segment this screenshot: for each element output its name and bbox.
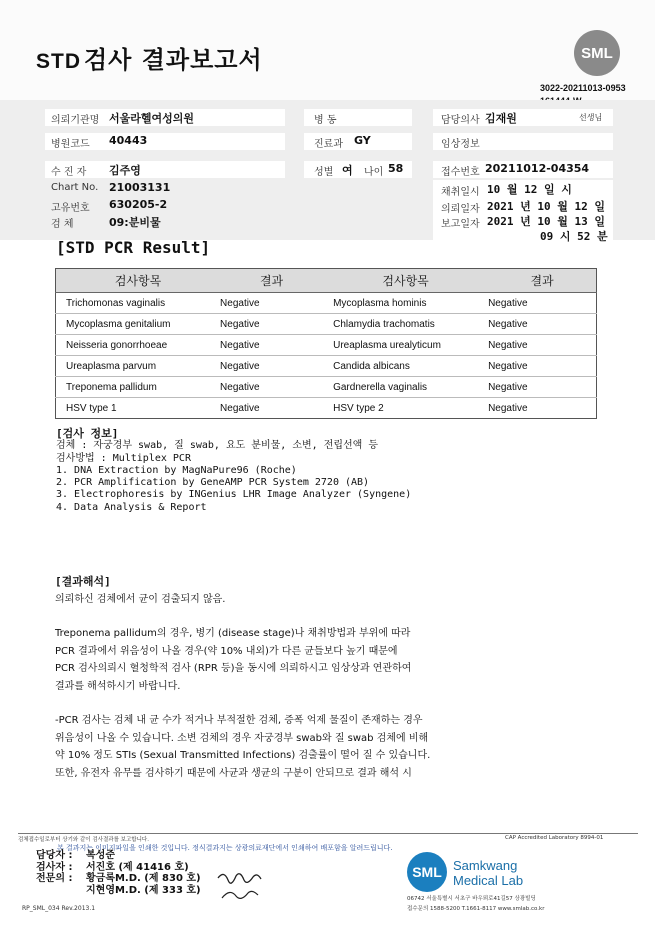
interpretation-summary: 의뢰하신 검체에서 균이 검출되지 않음. — [55, 593, 226, 605]
receipt-value: 20211012-04354 — [485, 162, 590, 175]
signature-line — [36, 873, 201, 885]
interpretation-line: Treponema pallidum의 경우, 병기 (disease stage)나 채취방법과 부위에 따라 — [55, 628, 411, 639]
sml-logo — [574, 30, 620, 76]
handwritten-signature — [212, 866, 268, 906]
page-title — [36, 40, 263, 75]
lab-address: 06742 서울특별시 서초구 바우뫼로41길57 상광빌딩 — [407, 896, 536, 902]
logo-text: SML — [581, 44, 613, 62]
test-result: Negative — [220, 356, 323, 377]
table-row — [56, 377, 597, 398]
test-name: HSV type 1 — [56, 398, 221, 419]
patient-name-value: 김주영 — [109, 164, 141, 177]
interpretation-line: -PCR 검사는 검체 내 균 수가 적거나 부적절한 검체, 증폭 억제 물질이 존재하는 경우 — [55, 715, 423, 726]
footer-divider — [18, 833, 638, 834]
signer-role: 검사자 : — [36, 861, 73, 873]
test-method-section — [56, 428, 411, 514]
chart-label: Chart No. — [51, 182, 99, 193]
lab-name-2: Medical Lab — [453, 873, 524, 888]
request-label: 의뢰일자 — [441, 204, 480, 215]
test-name: Ureaplasma urealyticum — [323, 335, 488, 356]
institution-label: 의뢰기관명 — [51, 115, 100, 126]
table-row — [56, 293, 597, 314]
table-header-row — [56, 269, 597, 293]
test-result: Negative — [488, 398, 596, 419]
test-result: Negative — [220, 335, 323, 356]
col-header-item-2: 검사항목 — [323, 269, 488, 293]
test-result: Negative — [488, 377, 596, 398]
method-line: 검사방법 : Multiplex PCR — [56, 452, 191, 464]
test-name: Gardnerella vaginalis — [323, 377, 488, 398]
clinical-field — [433, 133, 613, 150]
test-name: Trichomonas vaginalis — [56, 293, 221, 314]
doc-no-1: 3022-20211013-0953 — [540, 83, 626, 93]
signer-name: 복성준 — [86, 850, 115, 861]
test-result: Negative — [220, 293, 323, 314]
dept-value: GY — [354, 134, 371, 147]
interpretation-line: PCR 검사의뢰시 혈청학적 검사 (RPR 등)을 동시에 의뢰하시고 임상상과 연관하여 — [55, 663, 412, 674]
lab-contact: 접수문의 1588-5200 T.1661-8117 www.smlab.co.kr — [407, 906, 545, 912]
test-result: Negative — [488, 293, 596, 314]
method-line: 검체 : 자궁경부 swab, 질 swab, 요도 분비물, 소변, 전립선액 등 — [56, 440, 379, 452]
receipt-label: 접수번호 — [441, 167, 480, 178]
test-name: Candida albicans — [323, 356, 488, 377]
dates-block — [433, 180, 613, 242]
title-main: 검사 결과보고서 — [84, 46, 263, 74]
doctor-suffix: 선생님 — [579, 113, 603, 122]
age-label: 나이 — [364, 167, 384, 178]
method-heading: [검사 정보] — [56, 427, 119, 440]
test-name: Treponema pallidum — [56, 377, 221, 398]
interpretation-line: 또한, 유전자 유무를 검사하기 때문에 사균과 생균의 구분이 안되므로 결과 해석 시 — [55, 767, 412, 779]
col-header-result-2: 결과 — [488, 269, 596, 293]
col-header-item-1: 검사항목 — [56, 269, 221, 293]
test-name: Ureaplasma parvum — [56, 356, 221, 377]
signer-role: 담당자 : — [36, 850, 73, 861]
interpretation-line: 위음성이 나올 수 있습니다. 소변 검체의 경우 자궁경부 swab와 질 swab 검체에 비해 — [55, 732, 429, 744]
institution-value: 서울라헬여성의원 — [109, 112, 195, 125]
lab-logo-icon — [407, 852, 447, 892]
doctor-label: 담당의사 — [441, 115, 480, 126]
test-result: Negative — [488, 356, 596, 377]
institution-field — [45, 109, 285, 126]
test-name: Neisseria gonorrhoeae — [56, 335, 221, 356]
col-header-result-1: 결과 — [220, 269, 323, 293]
ward-field — [304, 109, 412, 126]
method-line: 2. PCR Amplification by GeneAMP PCR System 2720 (AB) — [56, 477, 370, 489]
specimen-label: 검 체 — [51, 219, 74, 230]
specimen-value: 09:분비물 — [109, 216, 161, 229]
test-name: Mycoplasma hominis — [323, 293, 488, 314]
dept-field — [304, 133, 412, 150]
unique-label: 고유번호 — [51, 203, 90, 214]
title-prefix: STD — [36, 50, 81, 73]
doctor-value: 김재원 — [485, 112, 517, 125]
method-line: 1. DNA Extraction by MagNaPure96 (Roche) — [56, 464, 297, 476]
signature-line — [36, 850, 201, 862]
results-table — [55, 268, 597, 419]
report-label: 보고일자 — [441, 219, 480, 230]
report-time: 09 시 52 분 — [540, 230, 608, 243]
signer-name: 지현영M.D. (제 333 호) — [86, 884, 201, 896]
table-row — [56, 314, 597, 335]
footer-note: 검체접수일로부터 상기와 같이 검사결과를 보고합니다. — [18, 837, 149, 843]
ward-label: 병 동 — [314, 115, 337, 126]
result-title: [STD PCR Result] — [56, 238, 211, 257]
receipt-field — [433, 161, 613, 178]
interpretation-heading: [결과해석] — [55, 575, 111, 588]
test-result: Negative — [220, 398, 323, 419]
patient-name-label: 수 진 자 — [51, 167, 87, 178]
chart-value: 21003131 — [109, 181, 171, 194]
table-row — [56, 335, 597, 356]
unique-value: 630205-2 — [109, 198, 168, 211]
test-result: Negative — [488, 314, 596, 335]
interpretation-line: PCR 결과에서 위음성이 나올 경우(약 10% 내외)가 다른 균들보다 높기 때문에 — [55, 645, 398, 657]
hospital-code-value: 40443 — [109, 134, 148, 147]
patient-name-field — [45, 161, 285, 178]
hospital-code-field — [45, 133, 285, 150]
interpretation-line: 약 10% 정도 STIs (Sexual Transmitted Infections) 검출률이 떨어 질 수 있습니다. — [55, 750, 431, 761]
signer-name: 황금록M.D. (제 830 호) — [86, 873, 201, 884]
signer-name: 서진호 (제 41416 호) — [86, 861, 189, 873]
collect-label: 채취일시 — [441, 187, 480, 198]
chart-block — [45, 180, 285, 230]
dept-label: 진료과 — [314, 139, 343, 150]
collect-value: 10 월 12 일 시 — [487, 183, 572, 196]
signatures — [36, 850, 201, 896]
method-line: 3. Electrophoresis by INGenius LHR Image Analyzer (Syngene) — [56, 489, 412, 501]
test-name: Mycoplasma genitalium — [56, 314, 221, 335]
sex-age-field — [304, 161, 412, 178]
signature-line — [36, 862, 201, 874]
request-value: 2021 년 10 월 12 일 — [487, 200, 605, 213]
lab-name-1: Samkwang — [453, 858, 518, 873]
lab-logo-text: SML — [412, 864, 442, 880]
table-row — [56, 398, 597, 419]
form-number: RP_SML_034 Rev.2013.1 — [22, 905, 96, 912]
test-result: Negative — [488, 335, 596, 356]
patient-info-panel — [0, 100, 655, 243]
hospital-code-label: 병원코드 — [51, 139, 90, 150]
test-result: Negative — [220, 314, 323, 335]
print-notice: 본 결과지는 이미지파일을 인쇄한 것입니다. 정식결과지는 상광의료재단에서 인쇄하여 배포함을 알려드립니다. — [57, 844, 393, 852]
sex-value: 여 — [342, 164, 353, 177]
signer-role: 전문의 : — [36, 873, 73, 884]
report-value: 2021 년 10 월 13 일 — [487, 215, 605, 228]
method-line: 4. Data Analysis & Report — [56, 501, 207, 513]
doctor-field — [433, 109, 613, 126]
clinical-label: 임상정보 — [441, 139, 480, 150]
table-row — [56, 356, 597, 377]
sex-label: 성별 — [314, 167, 334, 178]
test-result: Negative — [220, 377, 323, 398]
interpretation-section — [55, 573, 430, 782]
test-name: Chlamydia trachomatis — [323, 314, 488, 335]
signature-line — [36, 885, 201, 897]
age-value: 58 — [388, 162, 404, 175]
interpretation-line: 결과를 해석하시기 바랍니다. — [55, 680, 181, 692]
cap-accreditation: CAP Accredited Laboratory 8994-01 — [505, 835, 604, 841]
test-name: HSV type 2 — [323, 398, 488, 419]
